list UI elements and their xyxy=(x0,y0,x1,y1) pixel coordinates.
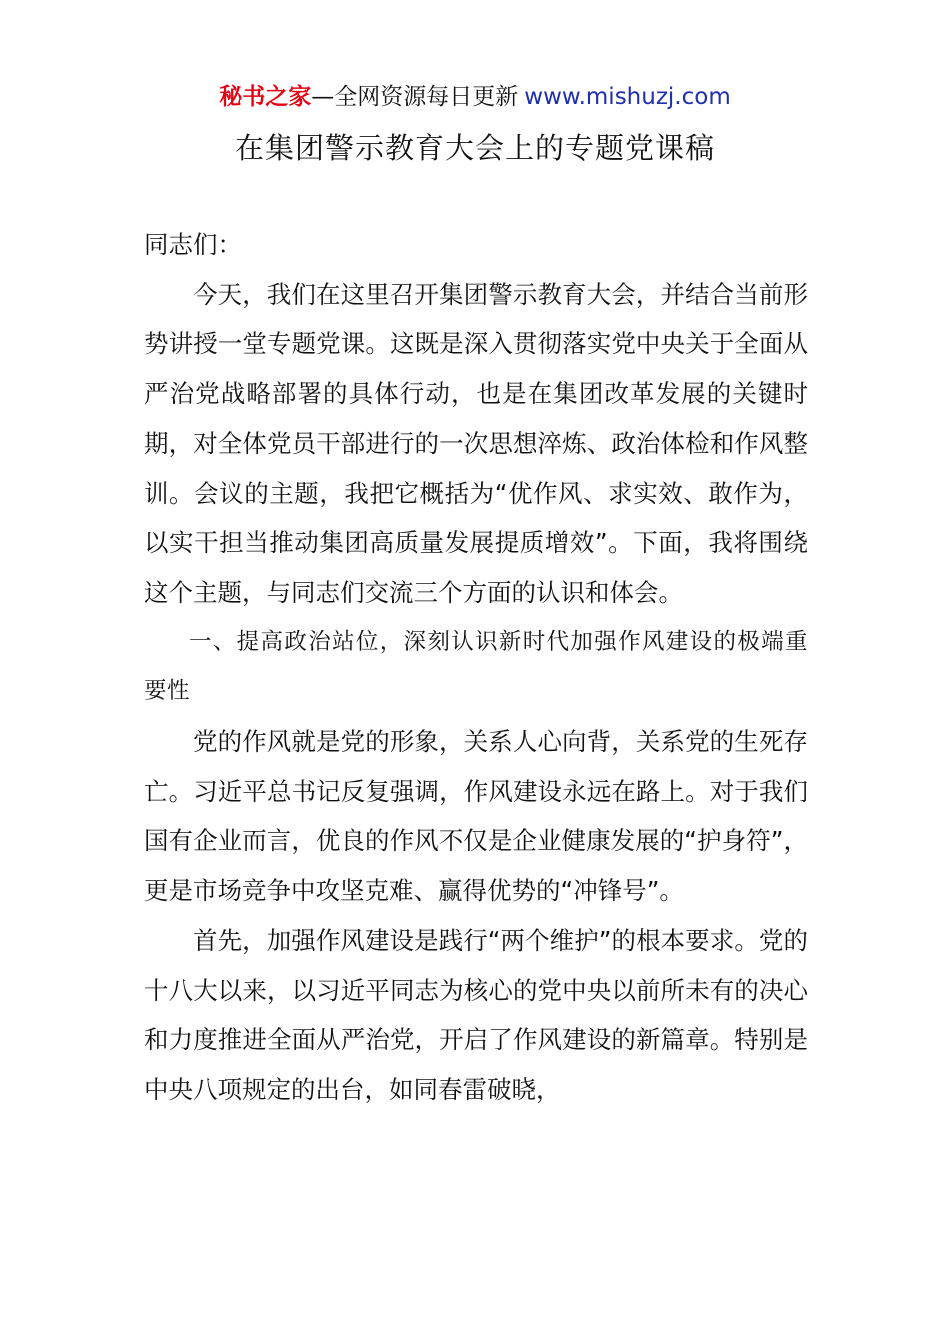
document-title: 在集团警示教育大会上的专题党课稿 xyxy=(234,131,715,165)
document-body xyxy=(144,220,808,1115)
site-header xyxy=(0,80,950,114)
paragraph-intro: 今天，我们在这里召开集团警示教育大会，并结合当前形势讲授一堂专题党课。这既是深入贯彻落实党中央关于全面从严治党战略部署的具体行动，也是在集团改革发展的关键时期，对全体党员干部进行的一次思想淬炼、政治体检和作风整训。会议的主题，我把它概括为“优作风、求实效、敢作为，以实干担当推动集团高质量发展提质增效”。下面，我将围绕这个主题，与同志们交流三个方面的认识和体会。 xyxy=(144,279,808,607)
site-tagline: —全网资源每日更新 xyxy=(311,84,519,110)
paragraph-first-point: 首先，加强作风建设是践行“两个维护”的根本要求。党的十八大以来，以习近平同志为核心的党中央以前所未有的决心和力度推进全面从严治党，开启了作风建设的新篇章。特别是中央八项规定的出台，如同春雷破晓， xyxy=(144,925,808,1104)
site-brand: 秘书之家 xyxy=(219,84,312,110)
section-heading-1: 一、提高政治站位，深刻认识新时代加强作风建设的极端重要性 xyxy=(144,628,808,705)
site-url-link[interactable]: www.mishuzj.com xyxy=(524,84,731,110)
greeting: 同志们： xyxy=(144,230,242,259)
paragraph-style-importance: 党的作风就是党的形象，关系人心向背，关系党的生死存亡。习近平总书记反复强调，作风建设永远在路上。对于我们国有企业而言，优良的作风不仅是企业健康发展的“护身符”，更是市场竞争中攻坚克难、赢得优势的“冲锋号”。 xyxy=(144,727,808,906)
